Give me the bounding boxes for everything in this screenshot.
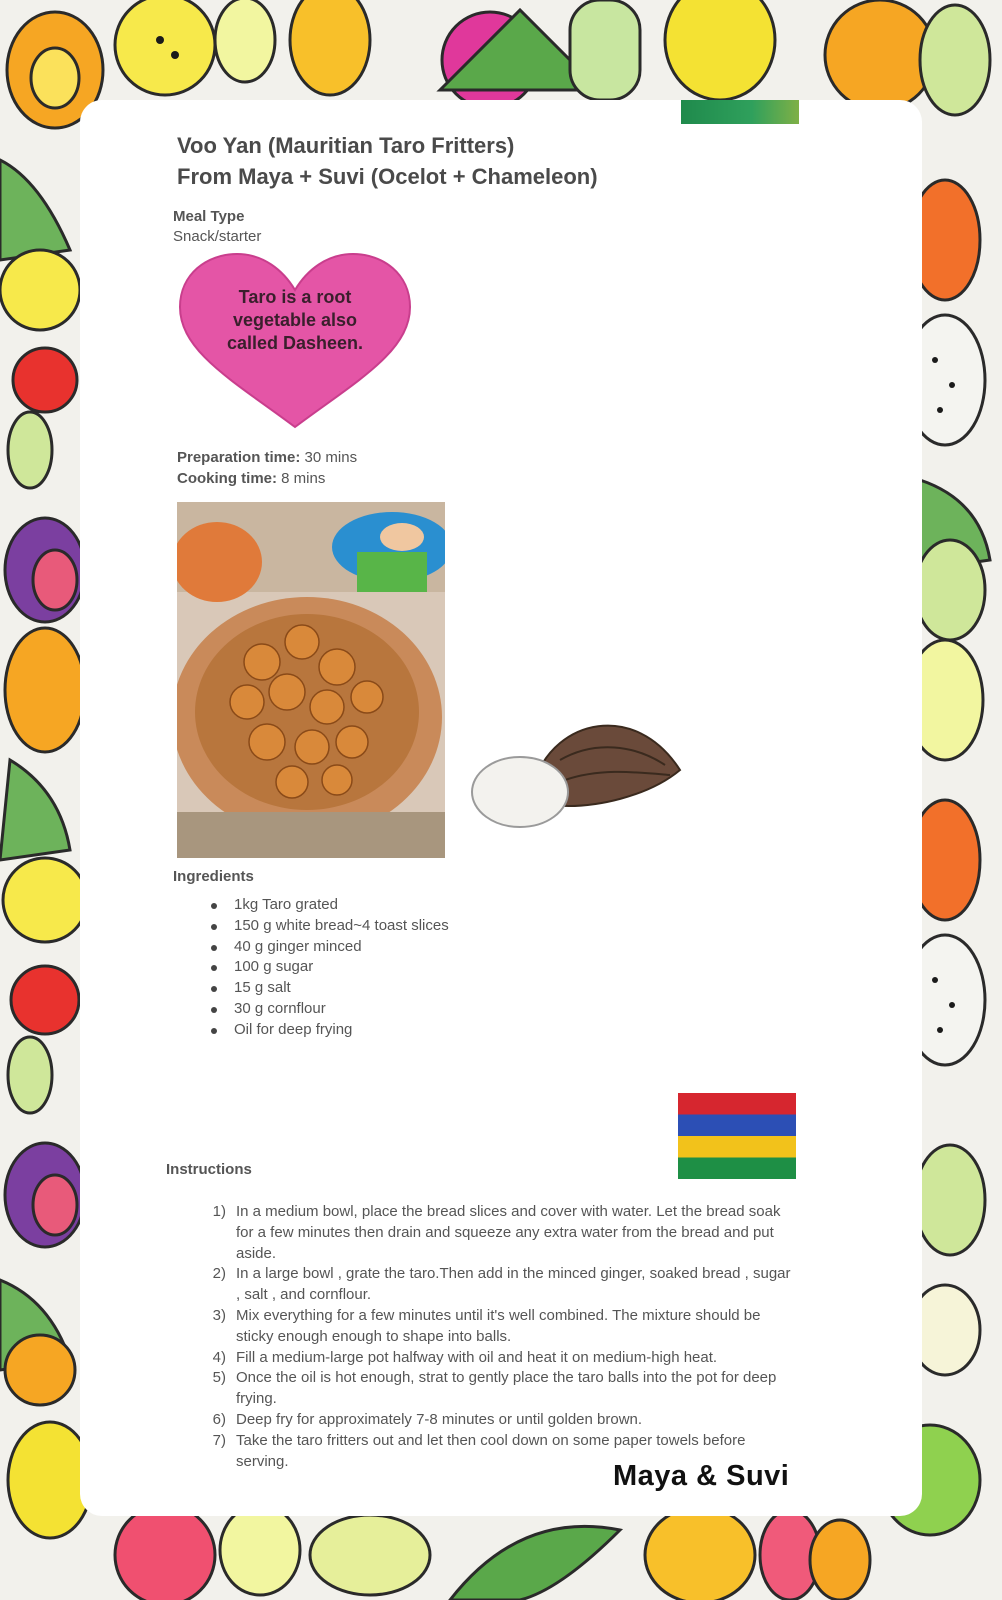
prep-time <box>177 449 357 466</box>
instructions-list <box>192 1202 792 1472</box>
step-number: 3) <box>212 1306 226 1324</box>
step-text: Fill a medium-large pot halfway with oil and heat it on medium-high heat. <box>236 1348 718 1366</box>
step-number: 2) <box>212 1265 226 1283</box>
step-text: Mix everything for a few minutes until it's well combined. The mixture should be sticky enough enough to shape into balls. <box>236 1306 761 1345</box>
heart-note: Taro is a root vegetable also called Dasheen. <box>226 287 364 353</box>
step-number: 4) <box>212 1348 226 1366</box>
mauritius-flag-icon <box>678 1093 796 1179</box>
step-number: 7) <box>212 1431 226 1449</box>
list-item: 15 g salt <box>228 978 449 999</box>
instructions-label: Instructions <box>166 1161 252 1178</box>
step-text: In a large bowl , grate the taro.Then add in the minced ginger, soaked bread , sugar , salt , and cornflour. <box>236 1265 791 1304</box>
cook-time-label: Cooking time: <box>177 470 277 487</box>
list-item: 30 g cornflour <box>228 999 449 1020</box>
flag-strip-top <box>681 100 799 124</box>
step-text: Take the taro fritters out and let then cool down on some paper towels before serving. <box>236 1431 746 1470</box>
list-item: 150 g white bread~4 toast slices <box>228 916 449 937</box>
title-line-2: From Maya + Suvi (Ocelot + Chameleon) <box>177 164 598 189</box>
list-item: Oil for deep frying <box>228 1020 449 1041</box>
prep-time-label: Preparation time: <box>177 449 301 466</box>
list-item <box>192 1202 792 1264</box>
list-item: 100 g sugar <box>228 957 449 978</box>
list-item <box>192 1264 792 1306</box>
fritters-photo <box>177 502 445 858</box>
meal-type-value: Snack/starter <box>173 228 262 245</box>
title-line-1: Voo Yan (Mauritian Taro Fritters) <box>177 133 515 158</box>
step-text: Deep fry for approximately 7-8 minutes or until golden brown. <box>236 1410 643 1428</box>
recipe-title <box>177 130 598 192</box>
list-item: 1kg Taro grated <box>228 895 449 916</box>
list-item <box>192 1348 792 1369</box>
step-number: 1) <box>212 1203 226 1220</box>
author-signature: Maya & Suvi <box>613 1460 790 1492</box>
taro-root-image <box>465 700 695 830</box>
step-text: Once the oil is hot enough, strat to gently place the taro balls into the pot for deep frying. <box>236 1369 777 1408</box>
list-item <box>192 1410 792 1431</box>
step-number: 5) <box>212 1369 226 1387</box>
ingredients-label: Ingredients <box>173 868 254 885</box>
recipe-card <box>80 100 922 1516</box>
list-item <box>192 1306 792 1348</box>
list-item <box>192 1368 792 1410</box>
step-text: In a medium bowl, place the bread slices and cover with water. Let the bread soak for a few minutes then drain and squeeze any extra water from the bread and put aside. <box>236 1203 781 1262</box>
ingredients-list <box>220 895 449 1041</box>
step-number: 6) <box>212 1410 226 1428</box>
prep-time-value: 30 mins <box>304 449 358 466</box>
meal-type-label: Meal Type <box>173 208 245 225</box>
list-item: 40 g ginger minced <box>228 937 449 958</box>
cook-time <box>177 470 325 487</box>
cook-time-value: 8 mins <box>281 470 326 487</box>
